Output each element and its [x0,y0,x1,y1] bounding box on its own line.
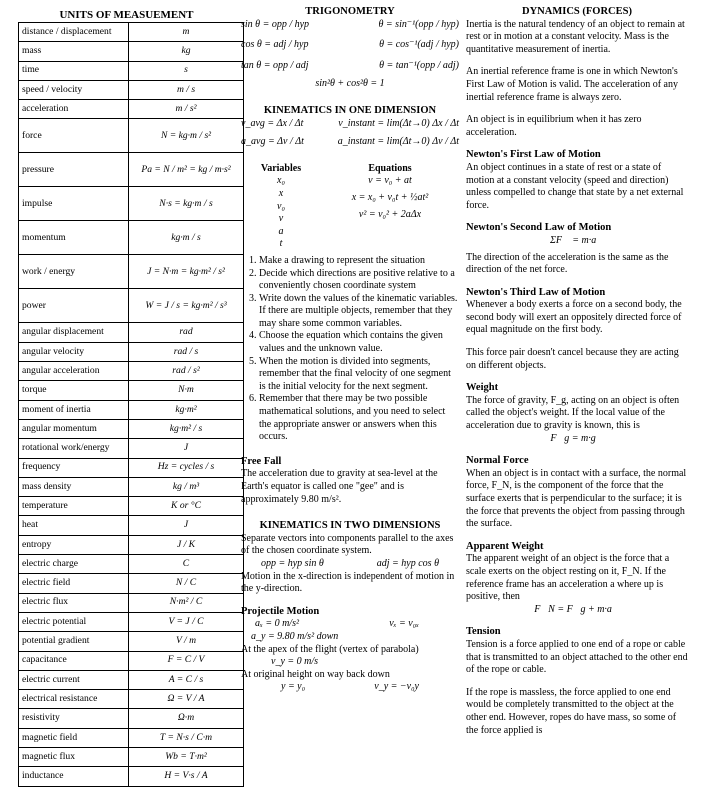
unit-cell: s [129,61,244,80]
quantity-cell: rotational work/energy [19,439,129,458]
force-pair-text: This force pair doesn't cancel because they are acting on different objects. [466,347,679,371]
quantity-cell: power [19,289,129,323]
quantity-cell: frequency [19,458,129,477]
normal-text: When an object is in contact with a surface, the normal force, F_N, is the component of the force that the surface exerts that is perpendicular to the surface; it is the force that prevents the object from passing through the surface. [466,467,687,530]
unit-cell: C [129,555,244,574]
unit-cell: rad / s [129,342,244,361]
units-row [19,439,244,458]
quantity-cell: angular momentum [19,419,129,438]
variables-list [241,163,321,251]
variables-header: Variables [260,162,302,174]
quantity-cell: entropy [19,535,129,554]
opp-eq: opp = hyp sin θ [261,557,324,569]
step-item: 2. Decide which directions are positive relative to a conveniently chosen coordinate system [259,268,459,293]
units-row [19,477,244,496]
unit-cell: H = V·s / A [129,767,244,786]
vy-eq: v_y = −v₀y [374,681,419,693]
quantity-cell: distance / displacement [19,23,129,42]
units-row [19,632,244,651]
apparent-text: The apparent weight of an object is the force that a scale exerts on the object resting on it, F_N. If the reference frame has an acceleration a where up is positive, then [466,553,670,603]
step-item: 6. Remember that there may be two possible mathematical solutions, and you need to select the appropriate answer or answers when this occurs. [259,393,459,443]
unit-cell: m [129,23,244,42]
quantity-cell: force [19,119,129,153]
units-row [19,690,244,709]
unit-cell: rad [129,323,244,342]
cos-eq: cos θ = adj / hyp [241,39,309,51]
quantity-cell: electric field [19,574,129,593]
units-row [19,497,244,516]
units-row [19,342,244,361]
units-row [19,555,244,574]
units-row [19,535,244,554]
quantity-cell: potential gradient [19,632,129,651]
trig-row-cos [241,39,459,52]
unit-cell: N·s = kg·m / s [129,187,244,221]
unit-cell: A = C / s [129,670,244,689]
quantity-cell: mass [19,42,129,61]
equations-header: Equations [368,162,412,174]
projectile-x-row [241,618,459,631]
equations-list [321,163,459,251]
equilibrium-text: An object is in equilibrium when it has zero acceleration. [466,114,642,138]
normal-title: Normal Force [466,455,529,467]
unit-cell: N·m [129,381,244,400]
quantity-cell: pressure [19,153,129,187]
unit-cell: rad / s² [129,362,244,381]
vx-eq: vₓ = v₀ₓ [389,618,419,630]
quantity-cell: moment of inertia [19,400,129,419]
units-row [19,119,244,153]
adj-eq: adj = hyp cos θ [376,557,439,569]
weight-eq: F⃗g = m·g⃗ [550,432,604,444]
orig-height-text: At original height on way back down [241,668,390,680]
units-row [19,362,244,381]
units-row [19,289,244,323]
units-row [19,400,244,419]
kin2d-text2: Motion in the x-direction is independent of motion in the y-direction. [241,570,455,595]
units-row [19,153,244,187]
sin-eq: sin θ = opp / hyp [241,18,310,30]
quantity-cell: resistivity [19,709,129,728]
units-row [19,221,244,255]
units-section [18,6,235,787]
weight-text: The force of gravity, F_g, acting on an object is often called the object's weight. If the local value of the acceleration due to gravity is known, this is [466,394,680,432]
units-row [19,255,244,289]
kin1d-title: KINEMATICS IN ONE DIMENSION [263,104,437,116]
quantity-cell: angular velocity [19,342,129,361]
dynamics-title: DYNAMICS (FORCES) [522,6,632,17]
step-item: 4. Choose the equation which contains the given values and the unknown value. [259,330,459,355]
law1-text: An object continues in a state of rest or a state of motion at a constant velocity (speed and direction) unless compelled to change that state by a net external force. [466,161,684,211]
quantity-cell: time [19,61,129,80]
units-row [19,80,244,99]
quantity-cell: angular acceleration [19,362,129,381]
units-table [18,22,244,787]
quantity-cell: electric charge [19,555,129,574]
var-item: v₀ [277,200,285,212]
quantity-cell: temperature [19,497,129,516]
aavg-eq: a_avg = Δv / Δt [241,136,304,148]
vinst-eq: v_instant = lim(Δt→0) Δx / Δt [338,117,459,129]
quantity-cell: capacitance [19,651,129,670]
var-item: v [278,213,284,225]
unit-cell: Pa = N / m² = kg / m·s² [129,153,244,187]
quantity-cell: electric potential [19,612,129,631]
units-row [19,323,244,342]
kin2d-text1: Separate vectors into components parallel to the axes of the chosen coordinate system. [241,532,454,557]
asin-eq: θ = sin⁻¹(opp / hyp) [378,18,459,30]
vy-apex-eq: v_y = 0 m/s [271,656,319,668]
freefall-title: Free Fall [241,455,282,467]
unit-cell: kg·m² / s [129,419,244,438]
law3-title: Newton's Third Law of Motion [466,286,606,298]
unit-cell: m / s [129,80,244,99]
units-row [19,458,244,477]
trig-title: TRIGONOMETRY [305,6,395,17]
units-row [19,187,244,221]
weight-title: Weight [466,382,499,394]
quantity-cell: speed / velocity [19,80,129,99]
law2-text: The direction of the acceleration is the same as the direction of the net force. [466,251,669,276]
unit-cell: T = N·s / C·m [129,728,244,747]
units-row [19,61,244,80]
var-item: x [278,187,284,199]
kin2d-title: KINEMATICS IN TWO DIMENSIONS [259,520,441,532]
kin1d-steps [241,255,459,444]
kin2d-components [241,558,459,571]
middle-column [241,6,459,694]
trig-identity: sin²θ + cos²θ = 1 [315,78,385,90]
kinematic-eq: v² = v₀² + 2aΔx [358,208,422,220]
units-row [19,728,244,747]
apparent-eq: F⃗N = F⃗g + m·a⃗ [534,603,620,615]
unit-cell: Ω·m [129,709,244,728]
unit-cell: Ω = V / A [129,690,244,709]
right-column [466,6,688,737]
quantity-cell: angular displacement [19,323,129,342]
orig-height-row [241,681,459,694]
kin1d-variables-block [241,163,459,251]
tan-eq: tan θ = opp / adj [241,59,309,71]
step-item: 5. When the motion is divided into segments, remember that the final velocity of one segment is the initial velocity for the next segment. [259,356,459,394]
quantity-cell: acceleration [19,100,129,119]
quantity-cell: electrical resistance [19,690,129,709]
units-row [19,593,244,612]
unit-cell: J [129,439,244,458]
trig-row-tan [241,60,459,73]
unit-cell: Wb = T·m² [129,748,244,767]
quantity-cell: magnetic field [19,728,129,747]
var-item: x₀ [277,175,285,187]
projectile-title: Projectile Motion [241,605,320,617]
quantity-cell: impulse [19,187,129,221]
vavg-eq: v_avg = Δx / Δt [241,117,304,129]
unit-cell: J / K [129,535,244,554]
law3-text: Whenever a body exerts a force on a second body, the second body will exert an oppositely directed force of equal magnitude on the first body. [466,299,682,336]
tension-text-2: If the rope is massless, the force applied to one end would be completely transmitted to the object at the other end. However, ropes do have mass, so some of the force applied is [466,686,677,736]
units-row [19,670,244,689]
units-row [19,381,244,400]
units-row [19,42,244,61]
acos-eq: θ = cos⁻¹(adj / hyp) [379,39,459,51]
unit-cell: kg / m³ [129,477,244,496]
units-row [19,574,244,593]
inertia-text: Inertia is the natural tendency of an object to remain at rest or in motion at a constant velocity. Mass is the quantitative measurement of inertia. [466,18,685,55]
units-row [19,651,244,670]
quantity-cell: momentum [19,221,129,255]
units-row [19,748,244,767]
unit-cell: V / m [129,632,244,651]
quantity-cell: mass density [19,477,129,496]
ainst-eq: a_instant = lim(Δt→0) Δv / Δt [337,136,459,148]
trig-row-sin [241,19,459,32]
kin1d-velocity-row [241,118,459,131]
var-item: t [279,238,283,250]
quantity-cell: inductance [19,767,129,786]
quantity-cell: electric flux [19,593,129,612]
law2-title: Newton's Second Law of Motion [466,222,612,234]
kin1d-accel-row [241,136,459,149]
quantity-cell: work / energy [19,255,129,289]
ay-eq: a_y = 9.80 m/s² down [251,630,339,642]
unit-cell: J = N·m = kg·m² / s² [129,255,244,289]
unit-cell: kg [129,42,244,61]
y-eq: y = y₀ [281,681,306,693]
step-item: 1. Make a drawing to represent the situation [259,255,459,268]
var-item: a [278,225,284,237]
units-row [19,709,244,728]
law2-eq: ΣF⃗ = m·a⃗ [549,234,605,246]
apex-text: At the apex of the flight (vertex of parabola) [241,643,419,655]
quantity-cell: electric current [19,670,129,689]
freefall-text: The acceleration due to gravity at sea-level at the Earth's equator is called one "gee" and is approximately 9.80 m/s². [241,468,438,505]
unit-cell: V = J / C [129,612,244,631]
tension-title: Tension [466,626,501,638]
step-item: 3. Write down the values of the kinematic variables. If there are multiple objects, remember that they may share some common variables. [259,293,459,331]
units-row [19,100,244,119]
quantity-cell: heat [19,516,129,535]
unit-cell: N / C [129,574,244,593]
unit-cell: Hz = cycles / s [129,458,244,477]
ax-eq: aₓ = 0 m/s² [255,618,299,630]
quantity-cell: magnetic flux [19,748,129,767]
inertial-frame-text: An inertial reference frame is one in which Newton's First Law of Motion is valid. The acceleration of any inertial reference frame is always zero. [466,66,678,103]
units-row [19,516,244,535]
apparent-title: Apparent Weight [466,540,544,552]
unit-cell: N = kg·m / s² [129,119,244,153]
atan-eq: θ = tan⁻¹(opp / adj) [379,59,459,71]
quantity-cell: torque [19,381,129,400]
units-row [19,612,244,631]
unit-cell: kg·m / s [129,221,244,255]
unit-cell: N·m² / C [129,593,244,612]
unit-cell: m / s² [129,100,244,119]
unit-cell: F = C / V [129,651,244,670]
units-title: UNITS OF MEASUEMENT [59,9,194,21]
units-row [19,23,244,42]
unit-cell: J [129,516,244,535]
unit-cell: K or °C [129,497,244,516]
kinematic-eq: v = v₀ + at [368,175,412,187]
law1-title: Newton's First Law of Motion [466,149,601,161]
unit-cell: W = J / s = kg·m² / s³ [129,289,244,323]
units-row [19,419,244,438]
units-row [19,767,244,786]
unit-cell: kg·m² [129,400,244,419]
tension-text: Tension is a force applied to one end of a rope or cable that is transmitted to an object attached to the other end of the rope or cable. [466,638,688,676]
kinematic-eq: x = x₀ + v₀t + ½at² [351,191,429,203]
